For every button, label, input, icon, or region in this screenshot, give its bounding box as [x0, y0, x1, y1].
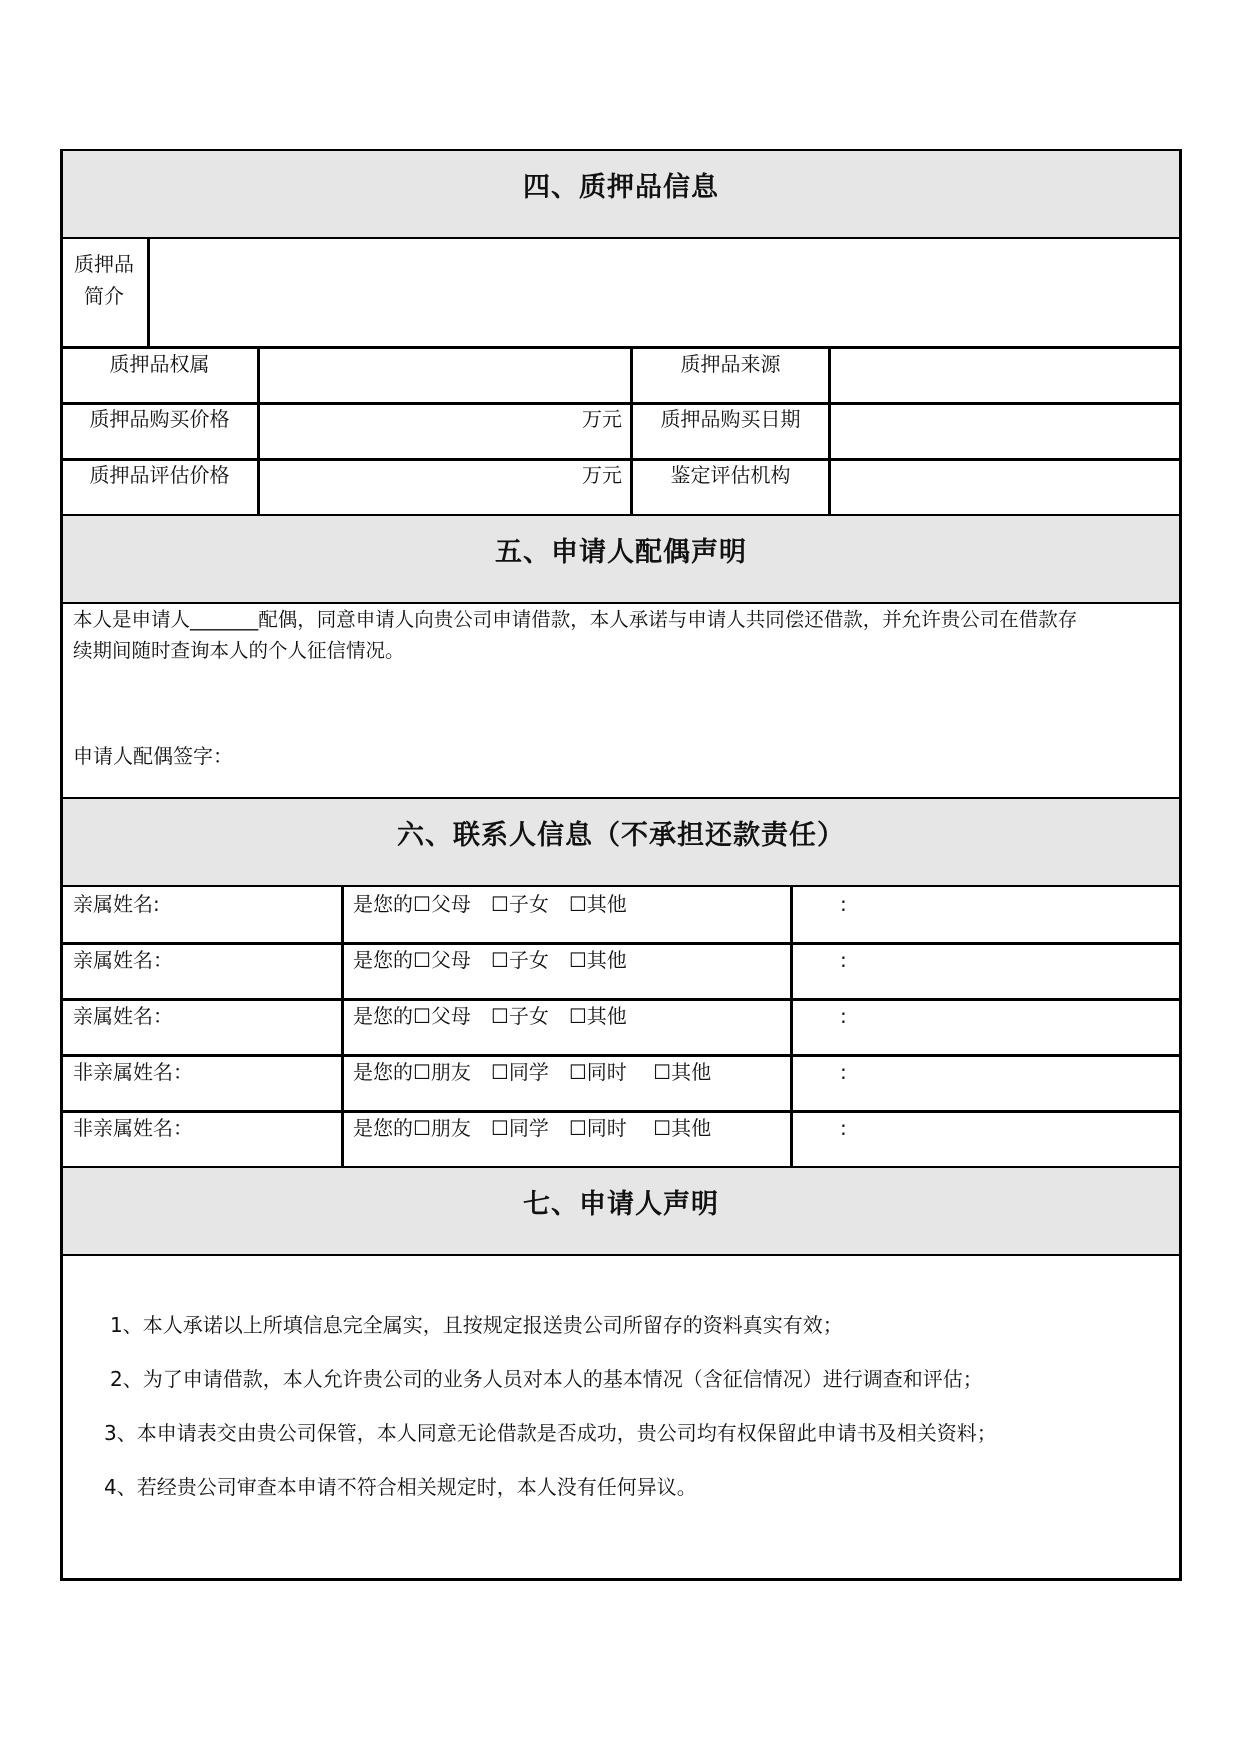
ownership-label: 质押品权属 [109, 352, 210, 376]
appraiser-label: 鉴定评估机构 [670, 463, 791, 487]
contact-relation-options[interactable]: 是您的☐父母 ☐子女 ☐其他 [353, 892, 627, 916]
purchase-date-field[interactable] [832, 405, 1178, 457]
purchase-price-label: 质押品购买价格 [89, 407, 230, 431]
appraisal-price-field[interactable] [261, 461, 581, 513]
section5-header [61, 514, 1181, 604]
contact-name-label: 亲属姓名: [73, 892, 160, 916]
collateral-intro-label-2: 简介 [84, 284, 124, 308]
contact-relation-options[interactable]: 是您的☐朋友 ☐同学 ☐同时 ☐其他 [353, 1116, 712, 1140]
contact-name-label: 非亲属姓名： [73, 1060, 193, 1084]
contact-name-label: 非亲属姓名： [73, 1116, 193, 1140]
contact-name-label: 亲属姓名： [73, 1004, 173, 1028]
collateral-intro-label-1: 质押品 [74, 252, 134, 276]
contact-relation-options[interactable]: 是您的☐父母 ☐子女 ☐其他 [353, 1004, 627, 1028]
declaration-item: 1、本人承诺以上所填信息完全属实，且按规定报送贵公司所留存的资料真实有效； [110, 1313, 843, 1337]
declaration-item: 3、本申请表交由贵公司保管，本人同意无论借款是否成功，贵公司均有权保留此申请书及相关资料； [104, 1421, 997, 1445]
declaration-item: 2、为了申请借款，本人允许贵公司的业务人员对本人的基本情况（含征信情况）进行调查和评估； [110, 1367, 983, 1391]
declaration-item: 4、若经贵公司审查本申请不符合相关规定时，本人没有任何异议。 [104, 1475, 697, 1499]
section7-title: 七、申请人声明 [523, 1189, 719, 1220]
purchase-date-label: 质押品购买日期 [660, 407, 801, 431]
ownership-field[interactable] [261, 349, 629, 401]
spouse-statement-line1: 本人是申请人_______配偶，同意申请人向贵公司申请借款，本人承诺与申请人共同偿还借款，并允许贵公司在借款存 [73, 608, 1078, 631]
section5-title: 五、申请人配偶声明 [495, 537, 747, 568]
contact-name-label: 亲属姓名： [73, 948, 173, 972]
appraiser-field[interactable] [832, 461, 1178, 513]
section6-header [61, 797, 1181, 887]
spouse-signature-label: 申请人配偶签字： [73, 744, 233, 768]
purchase-price-field[interactable] [261, 405, 581, 457]
spouse-statement-line2: 续期间随时查询本人的个人征信情况。 [73, 639, 405, 662]
spouse-signature-field[interactable] [240, 735, 640, 775]
contact-relation-options[interactable]: 是您的☐朋友 ☐同学 ☐同时 ☐其他 [353, 1060, 712, 1084]
contact-phone-label: : [840, 892, 847, 916]
section4-title: 四、质押品信息 [523, 172, 719, 203]
contact-relation-options[interactable]: 是您的☐父母 ☐子女 ☐其他 [353, 948, 627, 972]
section4-header [61, 149, 1181, 239]
contact-phone-label: : [840, 1004, 847, 1028]
collateral-intro-field[interactable] [151, 241, 1178, 345]
contact-phone-label: : [840, 1116, 847, 1140]
contact-phone-label: : [840, 1060, 847, 1084]
contact-phone-label: : [840, 948, 847, 972]
source-label: 质押品来源 [680, 352, 781, 376]
appraisal-price-label: 质押品评估价格 [89, 463, 230, 487]
section6-title: 六、联系人信息（不承担还款责任） [397, 820, 845, 851]
section7-header [61, 1166, 1181, 1256]
source-field[interactable] [832, 349, 1178, 401]
purchase-price-unit: 万元 [582, 407, 622, 431]
appraisal-price-unit: 万元 [582, 463, 622, 487]
